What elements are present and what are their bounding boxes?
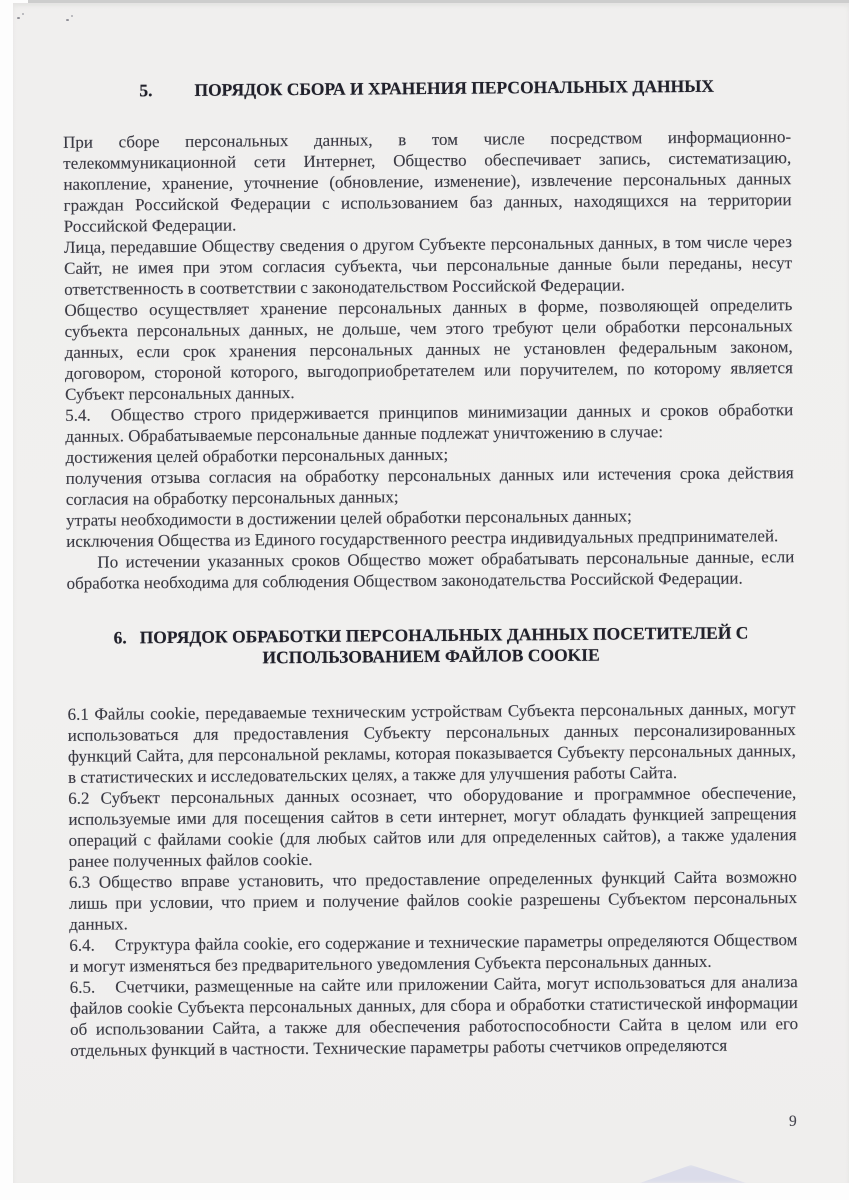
paragraph-expiry-note: По истечении указанных сроков Общество может обрабатывать персональные данные, если обработка необходима для соблюдения Обществом законодательства Российской Федерации. <box>66 546 795 593</box>
destroy-case-item: получения отзыва согласия на обработку персональных данных или истечения срока действия согласия на обработку персональных данных; <box>65 462 794 509</box>
clause-6-4-text: Структура файла cookie, его содержание и технические параметры определяются Обществом и могут изменяться без предварительного уведомления Субъекта персональных данных. <box>69 929 798 976</box>
destroy-case-item: утраты необходимости в достижении целей обработки персональных данных; <box>65 505 632 530</box>
document-page <box>13 3 849 1183</box>
page-content <box>62 0 798 1060</box>
section-5-title: ПОРЯДОК СБОРА И ХРАНЕНИЯ ПЕРСОНАЛЬНЫХ ДАННЫХ <box>194 75 715 100</box>
section-6-heading <box>67 622 795 671</box>
clause-6-2 <box>68 782 797 872</box>
page-number: 9 <box>789 1113 797 1130</box>
clause-6-4 <box>69 929 797 977</box>
clause-6-3 <box>69 866 797 935</box>
clause-5-4-number: 5.4. <box>65 405 91 425</box>
clause-6-3-number: 6.3 <box>68 872 91 892</box>
clause-6-5-text: Счетчики, размещенные на сайте или приложении Сайта, могут использоваться для анализа файлов cookie Субъекта персональных данных, для сбора и обработки статистической информации об использовании Сайта, а также для обеспечения работоспособности Сайта в целом или его отдельных функций в частности. Технические параметры работы счетчиков определяются <box>69 971 799 1060</box>
clause-6-5-number: 6.5. <box>69 977 96 997</box>
clause-5-4-text: Общество строго придерживается принципов минимизации данных и сроков обработки данных. Обрабатываемые персональные данные подлежат уничтожению в случае: <box>65 399 794 446</box>
paragraph-data-collection: При сборе персональных данных, в том числе посредством информационно-телекоммуникационной сети Интернет, Общество обеспечивает запись, систематизацию, накопление, хранение, уточнение (обновление, изменение), извлечение персональных данных граждан Российской Федерации с использованием баз данных, находящихся на территории Российской Федерации. <box>63 126 792 236</box>
clause-6-2-number: 6.2 <box>68 788 90 808</box>
clause-6-1 <box>67 698 796 788</box>
clause-5-4 <box>65 399 793 447</box>
clause-6-3-text: Общество вправе установить, что предоставление определенных функций Сайта возможно лишь при условии, что прием и получение файлов cookie разрешены Субъектом персональных данных. <box>68 866 798 934</box>
clause-6-5 <box>70 971 799 1061</box>
clause-6-4-number: 6.4. <box>69 935 95 955</box>
section-5-number: 5. <box>139 80 153 101</box>
section-6-title-line2: ИСПОЛЬЗОВАНИЕМ ФАЙЛОВ COOKIE <box>262 644 600 668</box>
section-6-title-line1: 6. ПОРЯДОК ОБРАБОТКИ ПЕРСОНАЛЬНЫХ ДАННЫХ ПОСЕТИТЕЛЕЙ С <box>113 621 749 647</box>
paragraph-third-party-liability: Лица, передавшие Обществу сведения о другом Субъекте персональных данных, в том числе через Сайт, не имея при этом согласия субъекта, чьи персональные данные были переданы, несут ответственность в соответствии с законодательством Российской Федерации. <box>63 231 793 299</box>
section-6-number: 6. <box>113 626 127 647</box>
scan-artifact-triangle <box>640 1165 746 1183</box>
scan-speck <box>22 13 24 15</box>
scan-speck <box>17 17 20 19</box>
destroy-case-item: исключения Общества из Единого государственного реестра индивидуальных предпринимателей. <box>66 525 779 551</box>
destroy-case-item: достижения целей обработки персональных данных; <box>65 444 449 467</box>
clause-6-1-number: 6.1 <box>67 704 89 724</box>
section-5-heading <box>63 75 791 102</box>
clause-6-1-text: Файлы cookie, передаваемые техническим устройствам Субъекта персональных данных, могут использоваться для предоставления Субъекту персональных данных персонализированных функций Сайта, для персональной рекламы, которая показывается Субъекту персональных данных, в статистических и исследовательских целях, а также для улучшения работы Сайта. <box>67 698 796 787</box>
clause-6-2-text: Субъект персональных данных осознает, что оборудование и программное обеспечение, используемые ими для посещения сайтов в сети интернет, могут обладать функцией запрещения операций с файлами cookie (для любых сайтов или для определенных сайтов), а также удаления ранее полученных файлов cookie. <box>68 782 797 871</box>
paragraph-storage-term: Общество осуществляет хранение персональных данных в форме, позволяющей определить субъекта персональных данных, не дольше, чем этого требуют цели обработки персональных данных, если срок хранения персональных данных не установлен федеральным законом, договором, стороной которого, выгодоприобретателем или поручителем, по которому является Субъект персональных данных. <box>64 294 793 404</box>
